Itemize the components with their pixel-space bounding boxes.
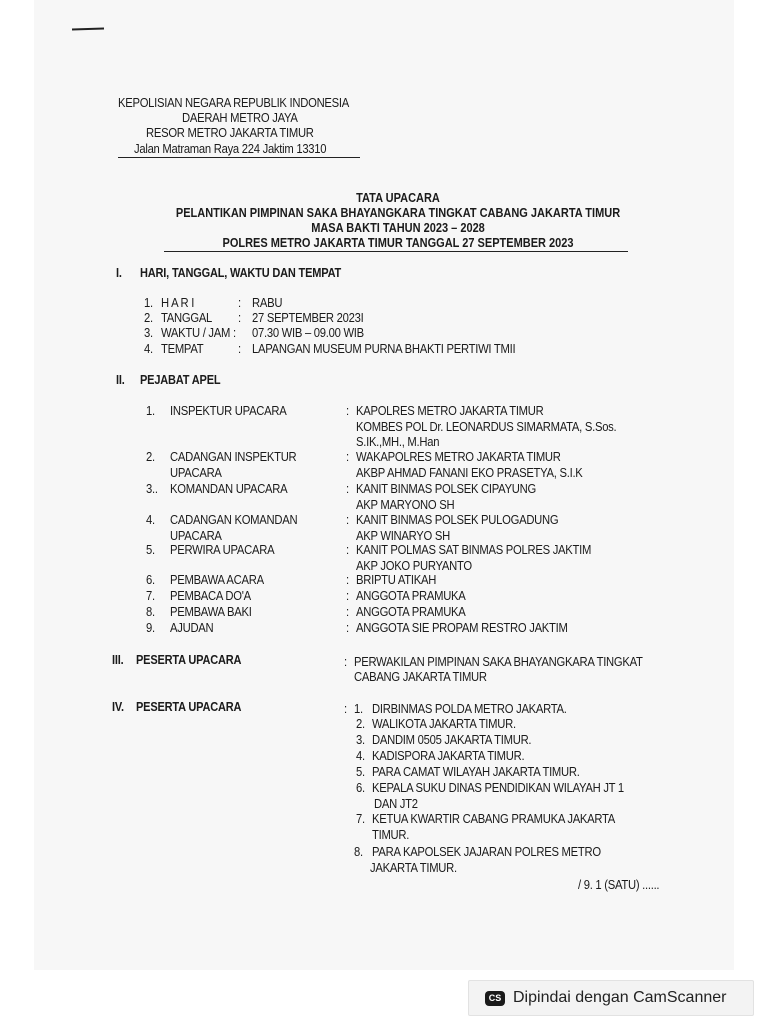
section-1-item-value: LAPANGAN MUSEUM PURNA BHAKTI PERTIWI TMII xyxy=(252,342,516,356)
section-4-item-number: 3. xyxy=(356,733,365,747)
section-2-item-number: 6. xyxy=(146,573,155,587)
section-1-item-number: 1. xyxy=(144,296,153,310)
section-4-colon: : xyxy=(344,702,347,716)
section-1-item-label: WAKTU / JAM : xyxy=(161,326,236,340)
section-4-item-number: 4. xyxy=(356,749,365,763)
section-2-item-value: KANIT POLMAS SAT BINMAS POLRES JAKTIM xyxy=(356,543,592,557)
section-2-item-number: 2. xyxy=(146,450,155,464)
section-2-item-value: ANGGOTA PRAMUKA xyxy=(356,605,466,619)
header-line-3: RESOR METRO JAKARTA TIMUR xyxy=(146,126,314,140)
section-2-item-number: 7. xyxy=(146,589,155,603)
section-2-item-value: AKP JOKO PURYANTO xyxy=(356,558,472,573)
section-4-item-line: TIMUR. xyxy=(372,827,410,842)
section-1-item-number: 2. xyxy=(144,311,153,325)
section-2-item-value: AKP MARYONO SH xyxy=(356,497,455,512)
header-line-4: Jalan Matraman Raya 224 Jaktim 13310 xyxy=(134,142,327,156)
section-1-number: I. xyxy=(116,266,122,280)
header-underline xyxy=(118,157,360,158)
section-2-item-colon: : xyxy=(346,450,349,464)
title-line-3: MASA BAKTI TAHUN 2023 – 2028 xyxy=(311,221,485,235)
section-2-item-number: 3.. xyxy=(146,482,158,496)
section-2-item-label: PEMBAWA BAKI xyxy=(170,605,252,619)
section-4-item-line: WALIKOTA JAKARTA TIMUR. xyxy=(372,717,516,731)
header-line-2: DAERAH METRO JAYA xyxy=(182,111,298,125)
section-2-item-label: CADANGAN INSPEKTUR xyxy=(170,450,297,464)
section-1-item-number: 4. xyxy=(144,342,153,356)
section-3-value-line-1: PERWAKILAN PIMPINAN SAKA BHAYANGKARA TINGKAT xyxy=(354,655,643,669)
section-4-item-number: 7. xyxy=(356,812,365,826)
camscanner-badge xyxy=(468,980,754,1016)
section-2-item-colon: : xyxy=(346,589,349,603)
section-2-item-value: S.IK.,MH., M.Han xyxy=(356,435,440,449)
section-4-item-line: KEPALA SUKU DINAS PENDIDIKAN WILAYAH JT 1 xyxy=(372,781,624,795)
section-2-item-value: AKP WINARYO SH xyxy=(356,528,450,543)
section-4-item-number: 6. xyxy=(356,781,365,795)
section-3-heading: PESERTA UPACARA xyxy=(136,653,242,667)
section-2-item-number: 1. xyxy=(146,404,155,418)
section-1-item-value: 07.30 WIB – 09.00 WIB xyxy=(252,326,364,340)
section-4-item-line: PARA CAMAT WILAYAH JAKARTA TIMUR. xyxy=(372,765,580,779)
section-2-heading: PEJABAT APEL xyxy=(140,373,221,387)
section-4-item-line: DAN JT2 xyxy=(374,796,418,811)
section-4-number: IV. xyxy=(112,700,124,714)
section-3-number: III. xyxy=(112,653,124,667)
section-1-item-label: TEMPAT xyxy=(161,342,204,356)
section-4-item-line: PARA KAPOLSEK JAJARAN POLRES METRO xyxy=(372,845,601,859)
section-2-item-value: ANGGOTA PRAMUKA xyxy=(356,589,466,603)
section-2-item-colon: : xyxy=(346,404,349,418)
continuation-marker: / 9. 1 (SATU) ...... xyxy=(578,878,660,892)
section-4-item-number: 1. xyxy=(354,702,363,716)
section-2-item-value: WAKAPOLRES METRO JAKARTA TIMUR xyxy=(356,450,561,464)
section-1-item-value: RABU xyxy=(252,296,283,310)
section-1-item-value: 27 SEPTEMBER 2023I xyxy=(252,311,364,325)
section-1-item-colon: : xyxy=(238,342,241,356)
section-2-item-label: UPACARA xyxy=(170,465,222,480)
section-2-item-colon: : xyxy=(346,543,349,557)
section-3-value-line-2: CABANG JAKARTA TIMUR xyxy=(354,670,487,684)
section-2-item-colon: : xyxy=(346,621,349,635)
title-underline xyxy=(164,251,628,252)
section-4-item-line: KETUA KWARTIR CABANG PRAMUKA JAKARTA xyxy=(372,812,616,826)
section-2-item-value: KOMBES POL Dr. LEONARDUS SIMARMATA, S.Sos. xyxy=(356,419,617,434)
section-1-item-colon: : xyxy=(238,311,241,325)
section-2-item-value: KAPOLRES METRO JAKARTA TIMUR xyxy=(356,404,544,418)
header-line-1: KEPOLISIAN NEGARA REPUBLIK INDONESIA xyxy=(118,96,349,110)
section-2-item-colon: : xyxy=(346,573,349,587)
section-2-item-value: BRIPTU ATIKAH xyxy=(356,573,437,587)
section-1-item-label: H A R I xyxy=(161,296,195,310)
section-2-item-label: PEMBAWA ACARA xyxy=(170,573,264,587)
section-4-item-line: KADISPORA JAKARTA TIMUR. xyxy=(372,749,525,763)
section-1-heading: HARI, TANGGAL, WAKTU DAN TEMPAT xyxy=(140,266,342,280)
section-2-item-value: ANGGOTA SIE PROPAM RESTRO JAKTIM xyxy=(356,621,568,635)
section-4-item-number: 8. xyxy=(354,845,363,859)
section-2-item-label: PEMBACA DO'A xyxy=(170,589,251,603)
section-4-item-line: DANDIM 0505 JAKARTA TIMUR. xyxy=(372,733,532,747)
section-2-item-number: 8. xyxy=(146,605,155,619)
section-2-item-label: CADANGAN KOMANDAN xyxy=(170,513,298,527)
section-1-item-label: TANGGAL xyxy=(161,311,213,325)
section-3-colon: : xyxy=(344,655,347,669)
section-2-item-label: PERWIRA UPACARA xyxy=(170,543,275,557)
section-2-item-value: AKBP AHMAD FANANI EKO PRASETYA, S.I.K xyxy=(356,465,583,480)
section-4-item-line: DIRBINMAS POLDA METRO JAKARTA. xyxy=(372,702,567,716)
title-line-1: TATA UPACARA xyxy=(356,191,440,205)
section-2-number: II. xyxy=(116,373,125,387)
section-4-item-number: 2. xyxy=(356,717,365,731)
section-2-item-label: UPACARA xyxy=(170,528,222,543)
section-4-item-line: JAKARTA TIMUR. xyxy=(370,860,457,875)
section-2-item-label: KOMANDAN UPACARA xyxy=(170,482,288,496)
section-1-item-number: 3. xyxy=(144,326,153,340)
section-2-item-colon: : xyxy=(346,605,349,619)
section-1-item-colon: : xyxy=(238,296,241,310)
camscanner-text: Dipindai dengan CamScanner xyxy=(513,989,727,1006)
section-2-item-label: AJUDAN xyxy=(170,621,214,635)
section-2-item-colon: : xyxy=(346,513,349,527)
section-2-item-number: 5. xyxy=(146,543,155,557)
section-2-item-value: KANIT BINMAS POLSEK CIPAYUNG xyxy=(356,482,536,496)
section-2-item-number: 9. xyxy=(146,621,155,635)
title-line-4: POLRES METRO JAKARTA TIMUR TANGGAL 27 SEPTEMBER 2023 xyxy=(222,236,574,250)
camscanner-logo-icon: CS xyxy=(485,991,505,1006)
section-2-item-label: INSPEKTUR UPACARA xyxy=(170,404,287,418)
section-4-heading: PESERTA UPACARA xyxy=(136,700,242,714)
title-line-2: PELANTIKAN PIMPINAN SAKA BHAYANGKARA TINGKAT CABANG JAKARTA TIMUR xyxy=(175,206,621,220)
section-2-item-number: 4. xyxy=(146,513,155,527)
section-2-item-value: KANIT BINMAS POLSEK PULOGADUNG xyxy=(356,513,559,527)
section-2-item-colon: : xyxy=(346,482,349,496)
section-4-item-number: 5. xyxy=(356,765,365,779)
